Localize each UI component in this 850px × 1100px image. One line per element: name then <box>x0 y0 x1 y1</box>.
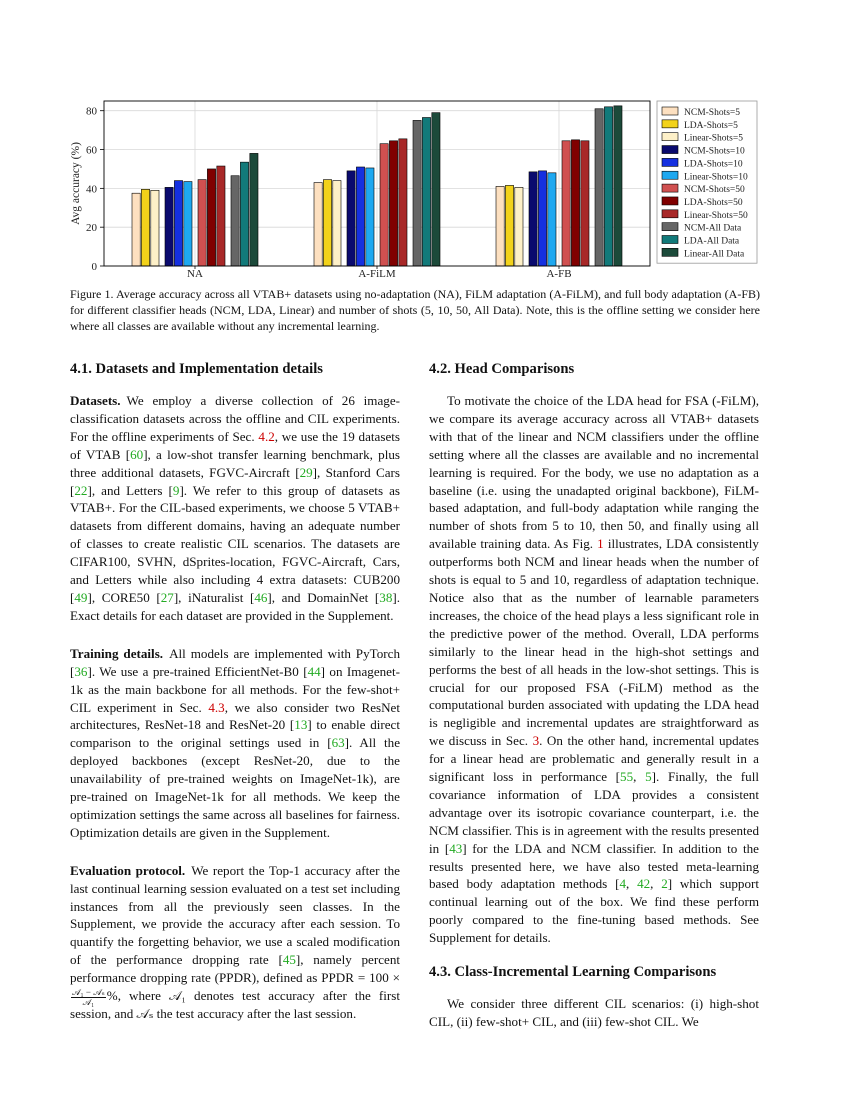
legend-swatch <box>662 146 678 154</box>
citation-link[interactable]: 55 <box>620 769 634 785</box>
bar <box>604 107 612 266</box>
datasets-label: Datasets. <box>70 393 121 408</box>
legend-label: NCM-Shots=10 <box>684 146 745 157</box>
section-link[interactable]: 3 <box>532 733 540 749</box>
x-tick-label: A-FiLM <box>358 268 396 280</box>
legend-swatch <box>662 133 678 141</box>
bar <box>581 141 589 266</box>
legend-label: NCM-All Data <box>684 223 742 234</box>
bar <box>207 169 215 266</box>
figure-caption: Figure 1. Average accuracy across all VTAB+ datasets using no-adaptation (NA), FiLM adaptation (A-FiLM), and full body adaptation (A-FB) for different classifier heads (NCM, LDA, Linear) and number of shots (5, 10, 50, All Data). Note, this is the offline setting we consider here where all classes are available without any incremental learning. <box>70 287 760 333</box>
legend-label: LDA-All Data <box>684 236 740 247</box>
legend-label: Linear-All Data <box>684 249 745 260</box>
bar <box>366 168 374 266</box>
evaluation-label: Evaluation protocol. <box>70 862 186 878</box>
legend-label: NCM-Shots=50 <box>684 185 745 196</box>
chart-svg <box>60 95 760 285</box>
bar <box>314 183 322 266</box>
citation-link[interactable]: 38 <box>379 589 393 605</box>
y-tick-label: 80 <box>86 105 97 118</box>
bar <box>132 193 140 266</box>
bar <box>141 189 149 266</box>
head-comparison-paragraph: To motivate the choice of the LDA head for FSA (-FiLM), we compare its average accuracy across all VTAB+ datasets with that of the linear and NCM classifiers under the offline setting where all the classes are available and no incremental learning is required. For the body, we use no adaptation as a baseline (i.e. using the unadapted original backbone), FiLM-based adaptation, and full-body adaptation while ranging the number of shots from 5 to 10, then 50, and finally using all available training data. As Fig. 1 illustrates, LDA consistently outperforms both NCM and linear heads when the number of shots is equal to 5 and 10, regardless of adaptation technique. Notice also that as the number of learnable parameters increases, the choice of the head plays a less significant role in the predictive power of the method. Overall, LDA performs similarly to the linear head in the high-shot settings and performs the best of all heads in the low-shot settings. This is crucial for our proposed FSA (-FiLM) method as the computational burden associated with updating the LDA head is negligible and incremental updates are straightforward as we discuss in Sec. 3. On the other hand, incremental updates for a linear head are problematic and generally result in a significant loss in performance [55, 5]. Finally, the full covariance information of LDA provides a consistent advantage over its isotropic covariance counterpart, i.e. the NCM classifier. This is in agreement with the results presented in [43] for the LDA and NCM classifier. In addition to the results presented here, we have also tested meta-learning based body adaptation methods [4, 42, 2] which support continual learning out of the box. We find these perform poorly compared to the fine-tuning based methods. See Supplement for details. <box>429 393 760 946</box>
bar <box>614 106 622 266</box>
citation-link[interactable]: 4 <box>619 876 626 892</box>
x-tick-label: A-FB <box>546 268 572 280</box>
citation-link[interactable]: 43 <box>449 840 463 856</box>
citation-link[interactable]: 29 <box>299 464 313 480</box>
bar <box>399 139 407 266</box>
legend-label: Linear-Shots=10 <box>684 172 748 183</box>
left-column <box>70 360 400 1023</box>
bar <box>571 140 579 266</box>
bar <box>231 176 239 266</box>
legend-swatch <box>662 210 678 218</box>
legend-swatch <box>662 248 678 256</box>
legend-swatch <box>662 223 678 231</box>
evaluation-paragraph: Evaluation protocol. We report the Top-1 accuracy after the last continual learning session evaluated on a test set including instances from all the previously seen classes. In the Supplement, we provide the accuracy after each session. To quantify the forgetting behavior, we use a scaled modification of the performance dropping rate [45], namely percent performance dropping rate (PPDR), defined as PPDR = 100 × $\frac{\text{𝒜₁ − 𝒜ₛ}}{\text{𝒜₁}}$ %, where 𝒜₁ denotes test accuracy after the first session, and 𝒜ₛ the test accuracy after the last session. <box>70 862 401 1021</box>
bar <box>515 187 523 266</box>
y-axis-label: Avg accuracy (%) <box>70 142 82 225</box>
citation-link[interactable]: 42 <box>637 876 651 892</box>
bar <box>356 167 364 266</box>
figure-link[interactable]: 1 <box>597 536 604 552</box>
legend-label: LDA-Shots=50 <box>684 197 743 208</box>
bar <box>240 162 248 266</box>
bar <box>389 141 397 266</box>
citation-link[interactable]: 36 <box>74 663 88 679</box>
citation-link[interactable]: 2 <box>661 876 668 892</box>
legend-label: LDA-Shots=5 <box>684 120 738 131</box>
legend-label: NCM-Shots=5 <box>684 108 741 118</box>
bar <box>562 141 570 266</box>
bar <box>174 181 182 266</box>
bar <box>323 180 331 266</box>
bar <box>151 190 159 266</box>
citation-link[interactable]: 63 <box>331 735 345 751</box>
legend-label: LDA-Shots=10 <box>684 159 743 170</box>
bar <box>250 153 258 266</box>
y-tick-label: 60 <box>86 144 97 157</box>
bar <box>380 144 388 266</box>
citation-link[interactable]: 9 <box>172 482 180 498</box>
legend-label: Linear-Shots=50 <box>684 210 748 221</box>
bar <box>432 113 440 266</box>
bar <box>347 171 355 266</box>
section-heading-cil-comparisons: 4.3. Class-Incremental Learning Comparisons <box>429 964 717 981</box>
bar <box>413 120 421 266</box>
bar <box>333 181 341 266</box>
x-tick-label: NA <box>187 268 203 280</box>
bar <box>548 173 556 266</box>
training-paragraph: Training details. All models are implemented with PyTorch [36]. We use a pre-trained EfficientNet-B0 [44] on Imagenet-1k as the main backbone for all methods. For the few-shot+ CIL experiment in Sec. 4.3, we also consider two ResNet architectures, ResNet-18 and ResNet-20 [13] to enable direct comparison to the original settings used in [63]. All the deployed backbones (except ResNet-20, due to the unavailability of pre-trained weights on ImageNet-1k), are pre-trained on ImageNet-1k for all methods. We keep the optimization settings the same across all baselines for fairness. Optimization details are given in the Supplement. <box>70 645 401 840</box>
training-label: Training details. <box>70 645 164 661</box>
section-heading-head-comparisons: 4.2. Head Comparisons <box>429 361 575 377</box>
citation-link[interactable]: 27 <box>160 589 174 605</box>
bar <box>165 187 173 266</box>
bar <box>595 109 603 266</box>
citation-link[interactable]: 49 <box>74 589 88 605</box>
bar <box>505 185 513 266</box>
bar <box>538 171 546 266</box>
citation-link[interactable]: 60 <box>130 446 144 462</box>
citation-link[interactable]: 13 <box>294 717 308 733</box>
bar <box>422 118 430 267</box>
citation-link[interactable]: 5 <box>645 769 652 785</box>
cil-paragraph: We consider three different CIL scenarios: (i) high-shot CIL, (ii) few-shot+ CIL, and (iii) few-shot CIL. We <box>429 996 759 1029</box>
bar <box>217 166 225 266</box>
ppdr-fraction: $\frac{\text{𝒜₁ − 𝒜ₛ}}{\text{𝒜₁}}$ <box>72 986 105 1007</box>
legend-swatch <box>662 184 678 192</box>
y-tick-label: 40 <box>86 183 97 196</box>
bar <box>496 186 504 266</box>
datasets-paragraph: Datasets. We employ a diverse collection of 26 image-classification datasets across the offline and CIL experiments. For the offline experiments of Sec. 4.2, we use the 19 datasets of VTAB [60], a low-shot transfer learning benchmark, plus three additional datasets, FGVC-Aircraft [29], Stanford Cars [22], and Letters [9]. We refer to this group of datasets as VTAB+. For the CIL-based experiments, we choose 5 VTAB+ datasets from different domains, having an adequate number of classes to create realistic CIL scenarios. The datasets are CIFAR100, SVHN, dSprites-location, FGVC-Aircraft, Cars, and Letters while also including 4 extra datasets: CUB200 [49], CORE50 [27], iNaturalist [46], and DomainNet [38]. Exact details for each dataset are provided in the Supplement. <box>70 393 401 623</box>
legend-swatch <box>662 171 678 179</box>
right-column <box>429 360 759 1031</box>
legend-swatch <box>662 120 678 128</box>
citation-link[interactable]: 46 <box>254 589 268 605</box>
legend-swatch <box>662 236 678 244</box>
accuracy-bar-chart <box>60 95 760 285</box>
y-tick-label: 20 <box>86 222 97 235</box>
y-tick-label: 0 <box>91 261 97 273</box>
legend-label: Linear-Shots=5 <box>684 133 743 144</box>
section-link[interactable]: 4.3 <box>208 699 225 715</box>
legend-swatch <box>662 197 678 205</box>
section-link[interactable]: 4.2 <box>258 428 275 444</box>
bar <box>198 180 206 266</box>
legend-swatch <box>662 107 678 115</box>
citation-link[interactable]: 45 <box>282 952 296 968</box>
section-heading-datasets: 4.1. Datasets and Implementation details <box>70 361 323 377</box>
citation-link[interactable]: 22 <box>74 482 88 498</box>
citation-link[interactable]: 44 <box>307 663 321 679</box>
legend-swatch <box>662 158 678 166</box>
bar <box>184 182 192 266</box>
bar <box>529 172 537 266</box>
